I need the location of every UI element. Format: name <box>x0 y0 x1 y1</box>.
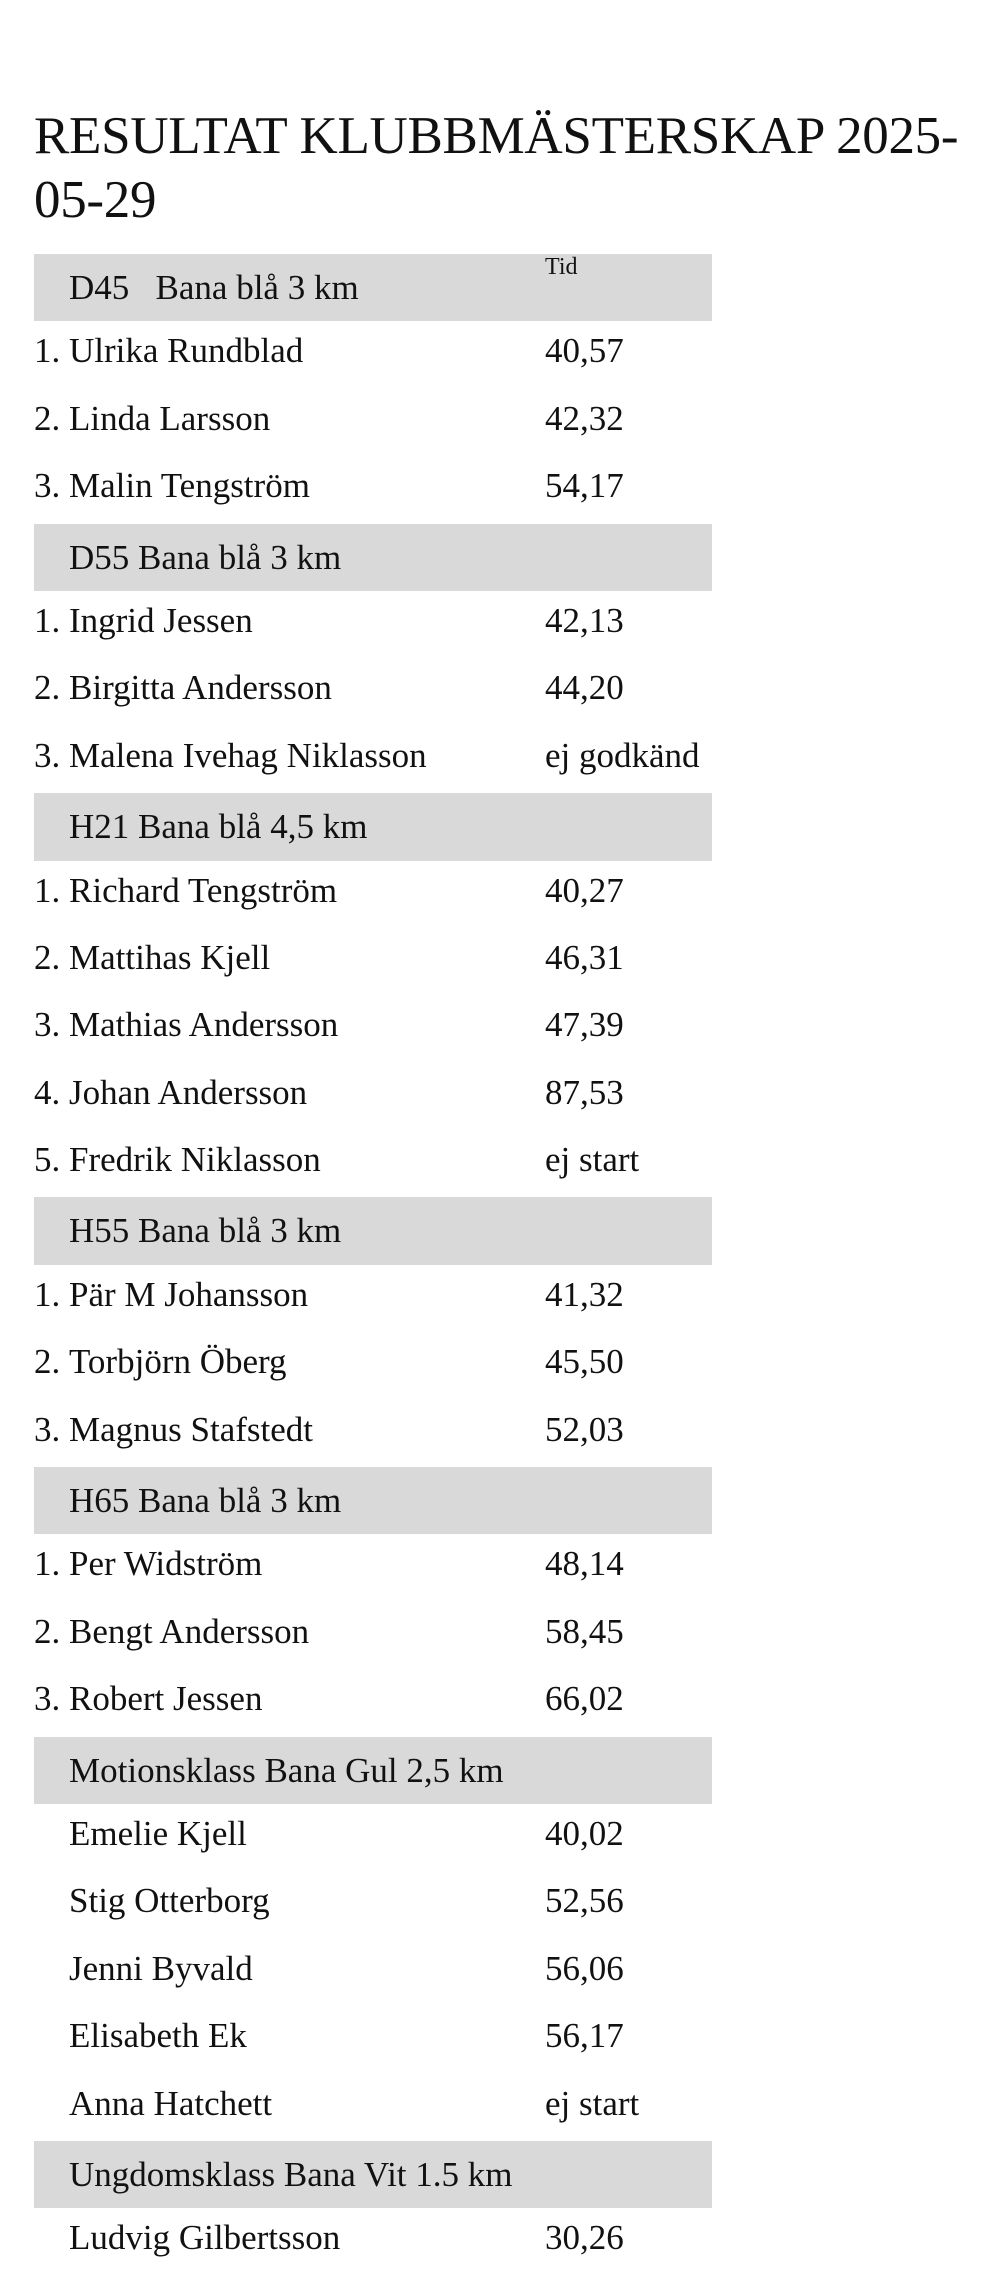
result-time: 48,14 <box>545 1544 624 1584</box>
class-header-label: Motionsklass Bana Gul 2,5 km <box>69 1750 504 1790</box>
placement-number: 2. <box>34 1342 61 1382</box>
runner-name: Birgitta Andersson <box>69 668 332 708</box>
result-row <box>34 1534 712 1601</box>
runner-name: Ludvig Gilbertsson <box>69 2218 341 2258</box>
runner-name: Robert Jessen <box>69 1679 263 1719</box>
result-time: 40,02 <box>545 1813 624 1853</box>
result-row <box>34 591 712 658</box>
result-row <box>34 995 712 1062</box>
result-row <box>34 1265 712 1332</box>
runner-name: Jenni Byvald <box>69 1948 253 1988</box>
runner-name: Johan Andersson <box>69 1072 308 1112</box>
result-row <box>34 1332 712 1399</box>
result-time: 46,31 <box>545 937 624 977</box>
runner-name: Torbjörn Öberg <box>69 1342 287 1382</box>
class-header-label: D55 Bana blå 3 km <box>69 537 342 577</box>
runner-name: Ingrid Jessen <box>69 600 253 640</box>
runner-name: Emelie Kjell <box>69 1813 247 1853</box>
runner-name: Linda Larsson <box>69 398 271 438</box>
result-row <box>34 928 712 995</box>
placement-number: 3. <box>34 1005 61 1045</box>
result-row <box>34 1602 712 1669</box>
placement-number: 3. <box>34 1679 61 1719</box>
placement-number: 2. <box>34 1611 61 1651</box>
placement-number: 4. <box>34 1072 61 1112</box>
class-header-row <box>34 254 712 321</box>
result-time: 44,20 <box>545 668 624 708</box>
runner-name: Pär M Johansson <box>69 1274 309 1314</box>
class-header-row <box>34 1737 712 1804</box>
result-time: 52,03 <box>545 1409 624 1449</box>
runner-name: Mathias Andersson <box>69 1005 339 1045</box>
runner-name: Fredrik Niklasson <box>69 1140 321 1180</box>
result-row <box>34 389 712 456</box>
runner-name: Ulrika Rundblad <box>69 331 304 371</box>
runner-name: Anna Hatchett <box>69 2083 273 2123</box>
class-header-row <box>34 2141 712 2208</box>
page-title-line-1: RESULTAT KLUBBMÄSTERSKAP 2025- <box>34 107 959 165</box>
result-row <box>34 1063 712 1130</box>
result-time: 42,32 <box>545 398 624 438</box>
result-row <box>34 2074 712 2141</box>
runner-name: Richard Tengström <box>69 870 338 910</box>
result-time: 87,53 <box>545 1072 624 1112</box>
result-row <box>34 1400 712 1467</box>
placement-number: 1. <box>34 1544 61 1584</box>
placement-number: 3. <box>34 466 61 506</box>
result-time: 30,26 <box>545 2218 624 2258</box>
results-table <box>34 254 712 2276</box>
result-row <box>34 456 712 523</box>
result-time: 58,45 <box>545 1611 624 1651</box>
runner-name: Malena Ivehag Niklasson <box>69 735 427 775</box>
result-time: 41,32 <box>545 1274 624 1314</box>
result-time: 66,02 <box>545 1679 624 1719</box>
result-row <box>34 726 712 793</box>
placement-number: 2. <box>34 668 61 708</box>
result-time: 56,06 <box>545 1948 624 1988</box>
time-column-header: Tid <box>545 254 578 280</box>
result-row <box>34 1804 712 1871</box>
result-time: ej start <box>545 2083 640 2123</box>
class-header-label: D45 Bana blå 3 km <box>69 268 359 307</box>
class-header-row <box>34 524 712 591</box>
result-row <box>34 2208 712 2275</box>
runner-name: Malin Tengström <box>69 466 310 506</box>
result-time: 47,39 <box>545 1005 624 1045</box>
class-header-row <box>34 1467 712 1534</box>
runner-name: Per Widström <box>69 1544 263 1584</box>
result-row <box>34 658 712 725</box>
placement-number: 3. <box>34 1409 61 1449</box>
placement-number: 2. <box>34 398 61 438</box>
placement-number: 1. <box>34 600 61 640</box>
placement-number: 1. <box>34 870 61 910</box>
class-header-label: H65 Bana blå 3 km <box>69 1481 342 1521</box>
result-time: 42,13 <box>545 600 624 640</box>
runner-name: Elisabeth Ek <box>69 2016 247 2056</box>
result-time: 45,50 <box>545 1342 624 1382</box>
page-title <box>34 104 958 232</box>
result-time: 52,56 <box>545 1881 624 1921</box>
placement-number: 1. <box>34 331 61 371</box>
result-time: ej start <box>545 1140 640 1180</box>
result-row <box>34 861 712 928</box>
class-header-row <box>34 793 712 860</box>
result-row <box>34 1939 712 2006</box>
class-header-label: H21 Bana blå 4,5 km <box>69 807 368 847</box>
result-time: 40,27 <box>545 870 624 910</box>
runner-name: Mattihas Kjell <box>69 937 271 977</box>
result-row <box>34 321 712 388</box>
result-time: 56,17 <box>545 2016 624 2056</box>
runner-name: Stig Otterborg <box>69 1881 270 1921</box>
placement-number: 5. <box>34 1140 61 1180</box>
result-time: 40,57 <box>545 331 624 371</box>
runner-name: Magnus Stafstedt <box>69 1409 314 1449</box>
result-row <box>34 1130 712 1197</box>
class-header-row <box>34 1197 712 1264</box>
runner-name: Bengt Andersson <box>69 1611 310 1651</box>
class-header-label: Ungdomsklass Bana Vit 1.5 km <box>69 2154 513 2194</box>
result-row <box>34 1871 712 1938</box>
placement-number: 3. <box>34 735 61 775</box>
result-row <box>34 2006 712 2073</box>
result-time: 54,17 <box>545 466 624 506</box>
result-row <box>34 1669 712 1736</box>
page-title-line-2: 05-29 <box>34 171 157 229</box>
class-header-label: H55 Bana blå 3 km <box>69 1211 342 1251</box>
result-time: ej godkänd <box>545 735 700 775</box>
placement-number: 2. <box>34 937 61 977</box>
placement-number: 1. <box>34 1274 61 1314</box>
